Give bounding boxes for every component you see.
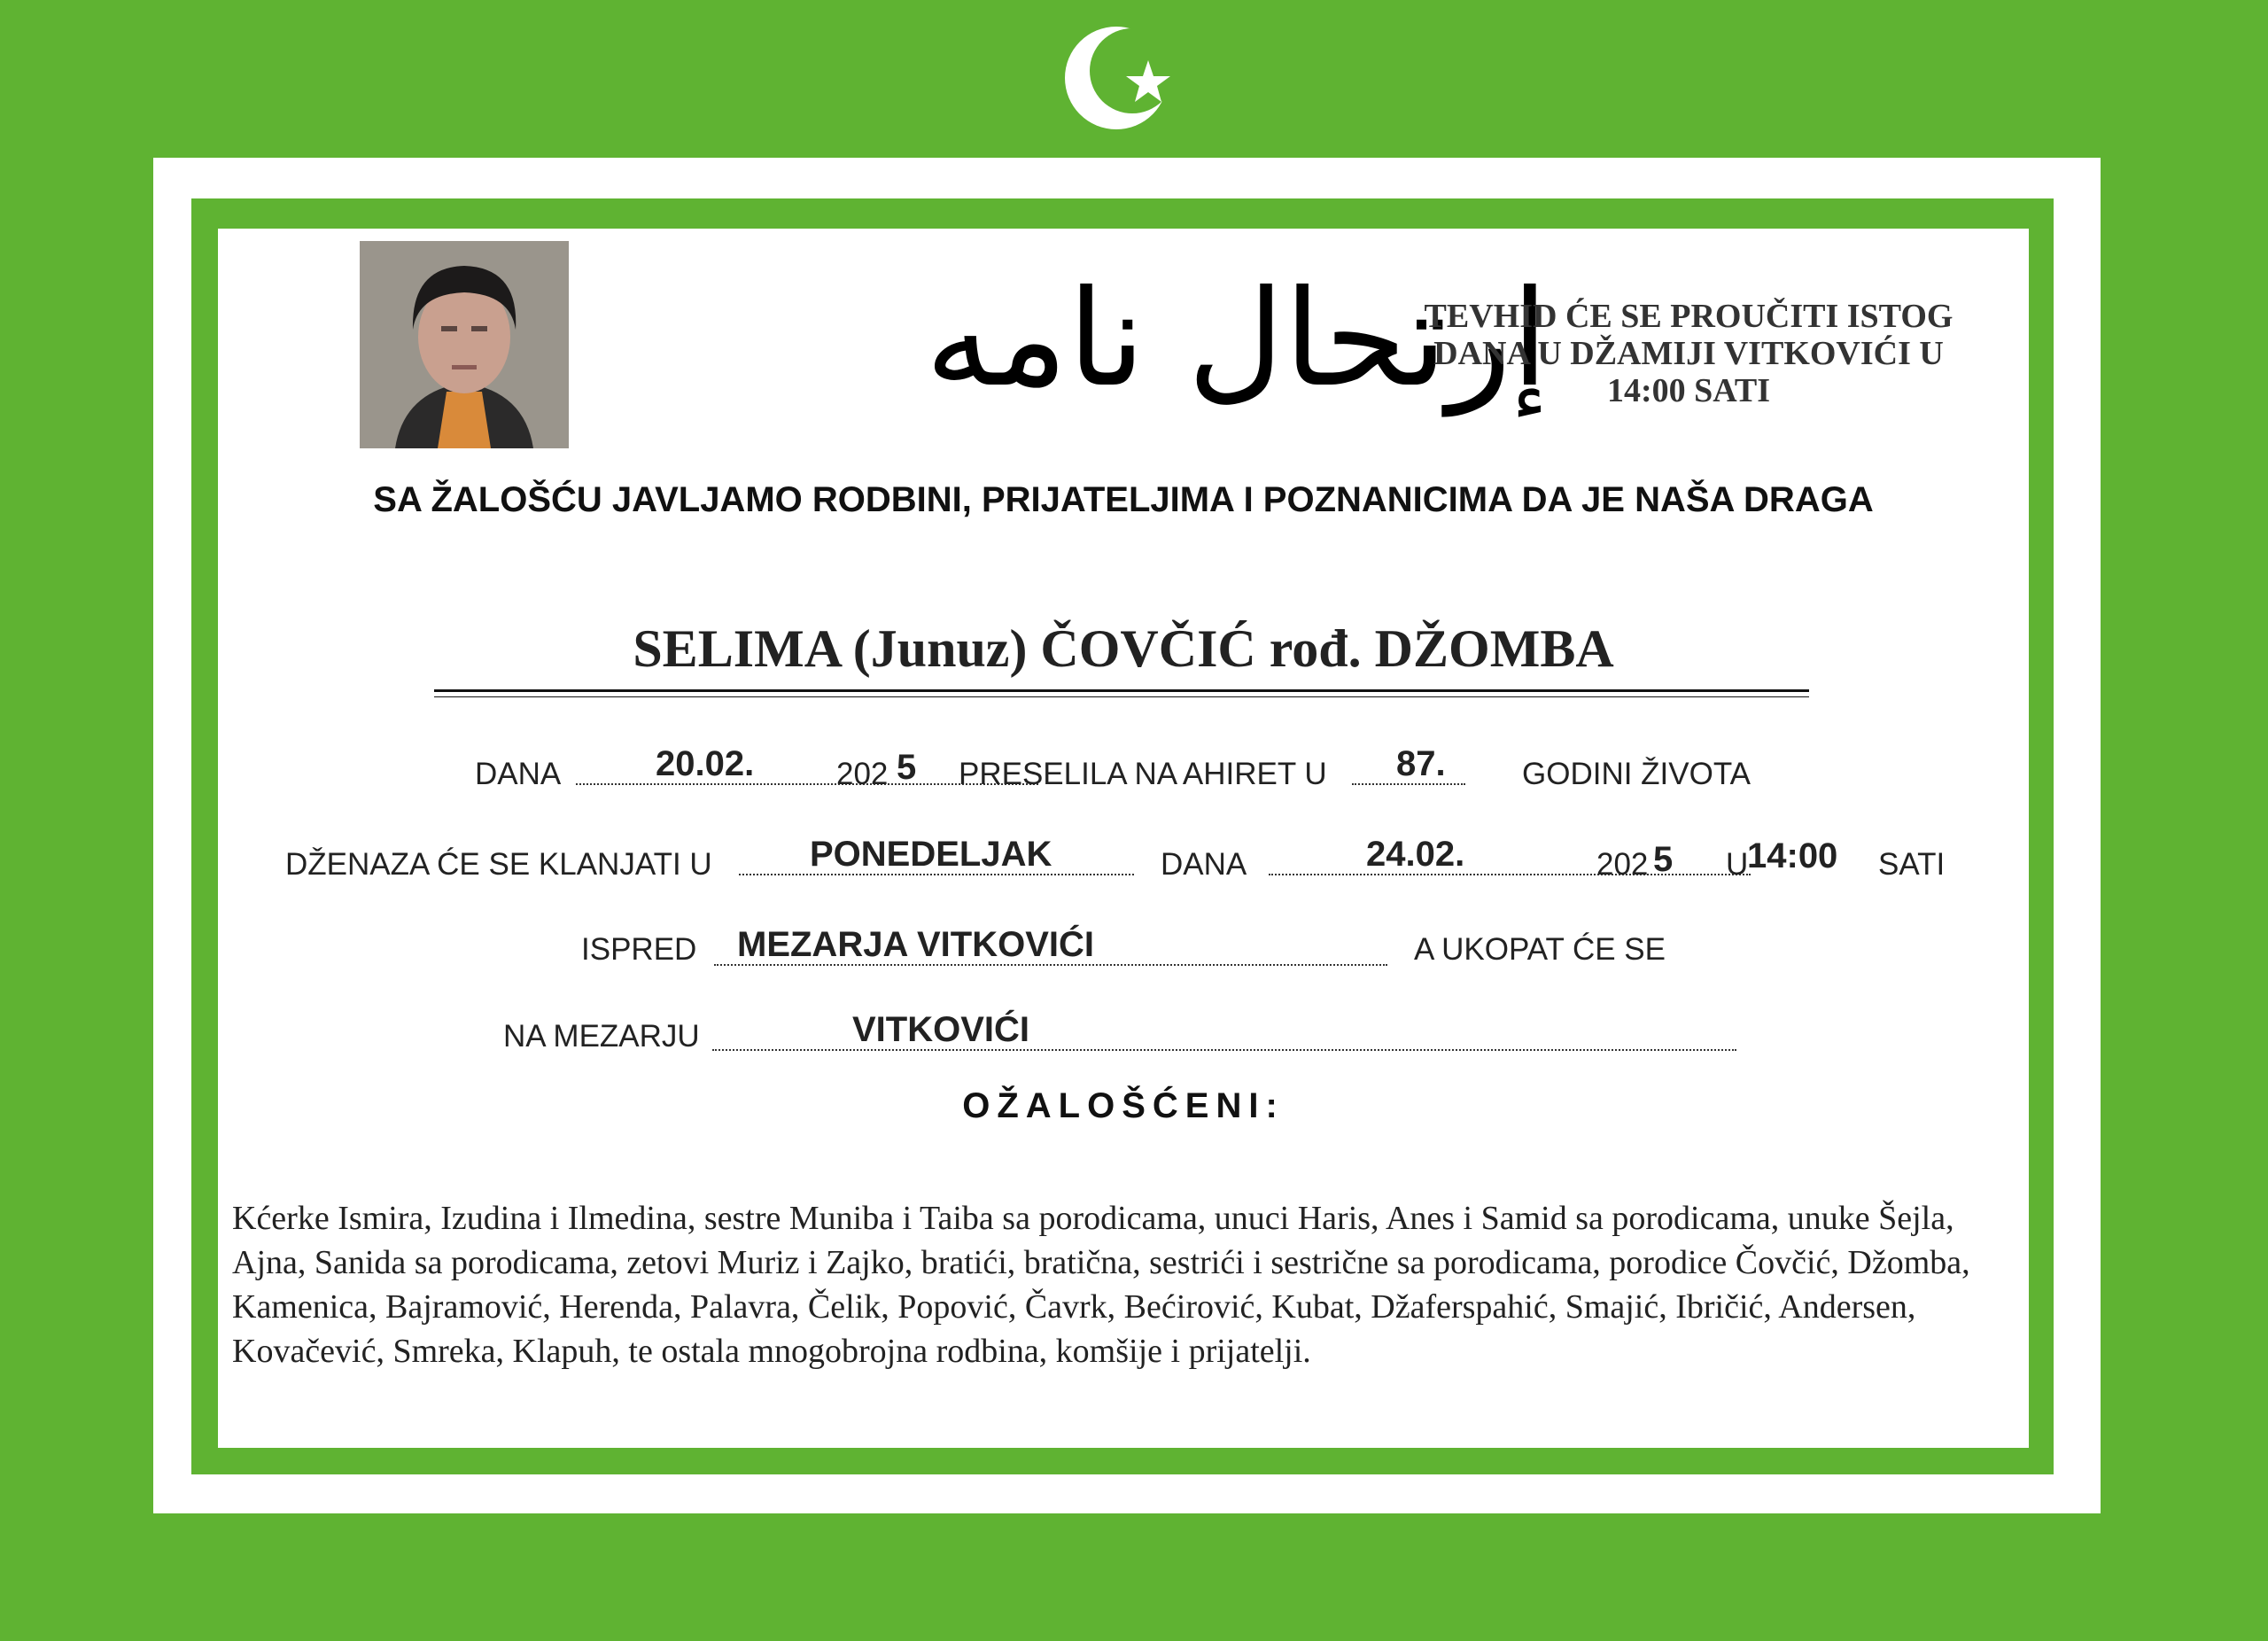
dzenaza-label: DŽENAZA ĆE SE KLANJATI U — [285, 847, 712, 882]
dana-label: DANA — [475, 757, 562, 791]
deceased-name: SELIMA (Junuz) ČOVČIĆ rođ. DŽOMBA — [633, 619, 1614, 678]
ispred-place: MEZARJA VITKOVIĆI — [737, 925, 1094, 964]
crescent-star-icon — [1060, 19, 1184, 135]
announcement-text: SA ŽALOŠĆU JAVLJAMO RODBINI, PRIJATELJIMA I POZNANICIMA DA JE NAŠA DRAGA — [373, 480, 1874, 519]
u-label: U — [1726, 847, 1749, 882]
mourners-list: Kćerke Ismira, Izudina i Ilmedina, sestre Muniba i Taiba sa porodicama, unuci Haris, Anes i Samid sa porodicama, unuke Šejla, Ajna, Sanida sa porodicama, zetovi Muriz i Zajko, bratići, bratična, sestrići i sestrične sa porodicama, porodice Čovčić, Džomba, Kamenica, Bajramović, Herenda, Palavra, Čelik, Popović, Čavrk, Bećirović, Kubat, Džaferspahić, Smajić, Ibričić, Andersen, Kovačević, Smreka, Klapuh, te ostala mnogobrojna rodbina, komšije i prijatelji. — [232, 1200, 1970, 1370]
dzenaza-day: PONEDELJAK — [810, 835, 1052, 874]
dzenaza-date: 24.02. — [1366, 835, 1465, 874]
mezarje-name: VITKOVIĆI — [852, 1010, 1030, 1049]
age-value: 87. — [1396, 744, 1446, 783]
sati-label: SATI — [1878, 847, 1946, 882]
death-date: 20.02. — [656, 744, 755, 783]
dotted-line — [1269, 874, 1751, 875]
deceased-photo — [360, 241, 569, 448]
name-underline-thin — [434, 696, 1809, 697]
year-prefix: 202 — [836, 757, 889, 791]
arabic-heading: إرتحال نامه — [925, 262, 1549, 416]
year2-prefix: 202 — [1596, 847, 1649, 882]
obituary-notice — [218, 229, 2029, 1448]
dzenaza-time: 14:00 — [1747, 836, 1838, 875]
ispred-label: ISPRED — [581, 932, 697, 967]
mourners-heading: OŽALOŠĆENI: — [962, 1086, 1285, 1125]
ukopat-label: A UKOPAT ĆE SE — [1414, 932, 1666, 967]
preselila-label: PRESELILA NA AHIRET U — [959, 757, 1327, 791]
year2-digit: 5 — [1653, 840, 1674, 879]
godini-label: GODINI ŽIVOTA — [1522, 757, 1751, 791]
tevhid-line: TEVHID ĆE SE PROUČITI ISTOG — [1424, 298, 1953, 335]
tevhid-info — [1379, 298, 1999, 409]
na-mezarju-label: NA MEZARJU — [503, 1019, 700, 1054]
tevhid-line: 14:00 SATI — [1606, 372, 1771, 409]
tevhid-line: DANA U DŽAMIJI VITKOVIĆI U — [1433, 335, 1944, 372]
name-underline — [434, 689, 1809, 692]
dana2-label: DANA — [1161, 847, 1247, 882]
year-digit: 5 — [897, 748, 917, 787]
